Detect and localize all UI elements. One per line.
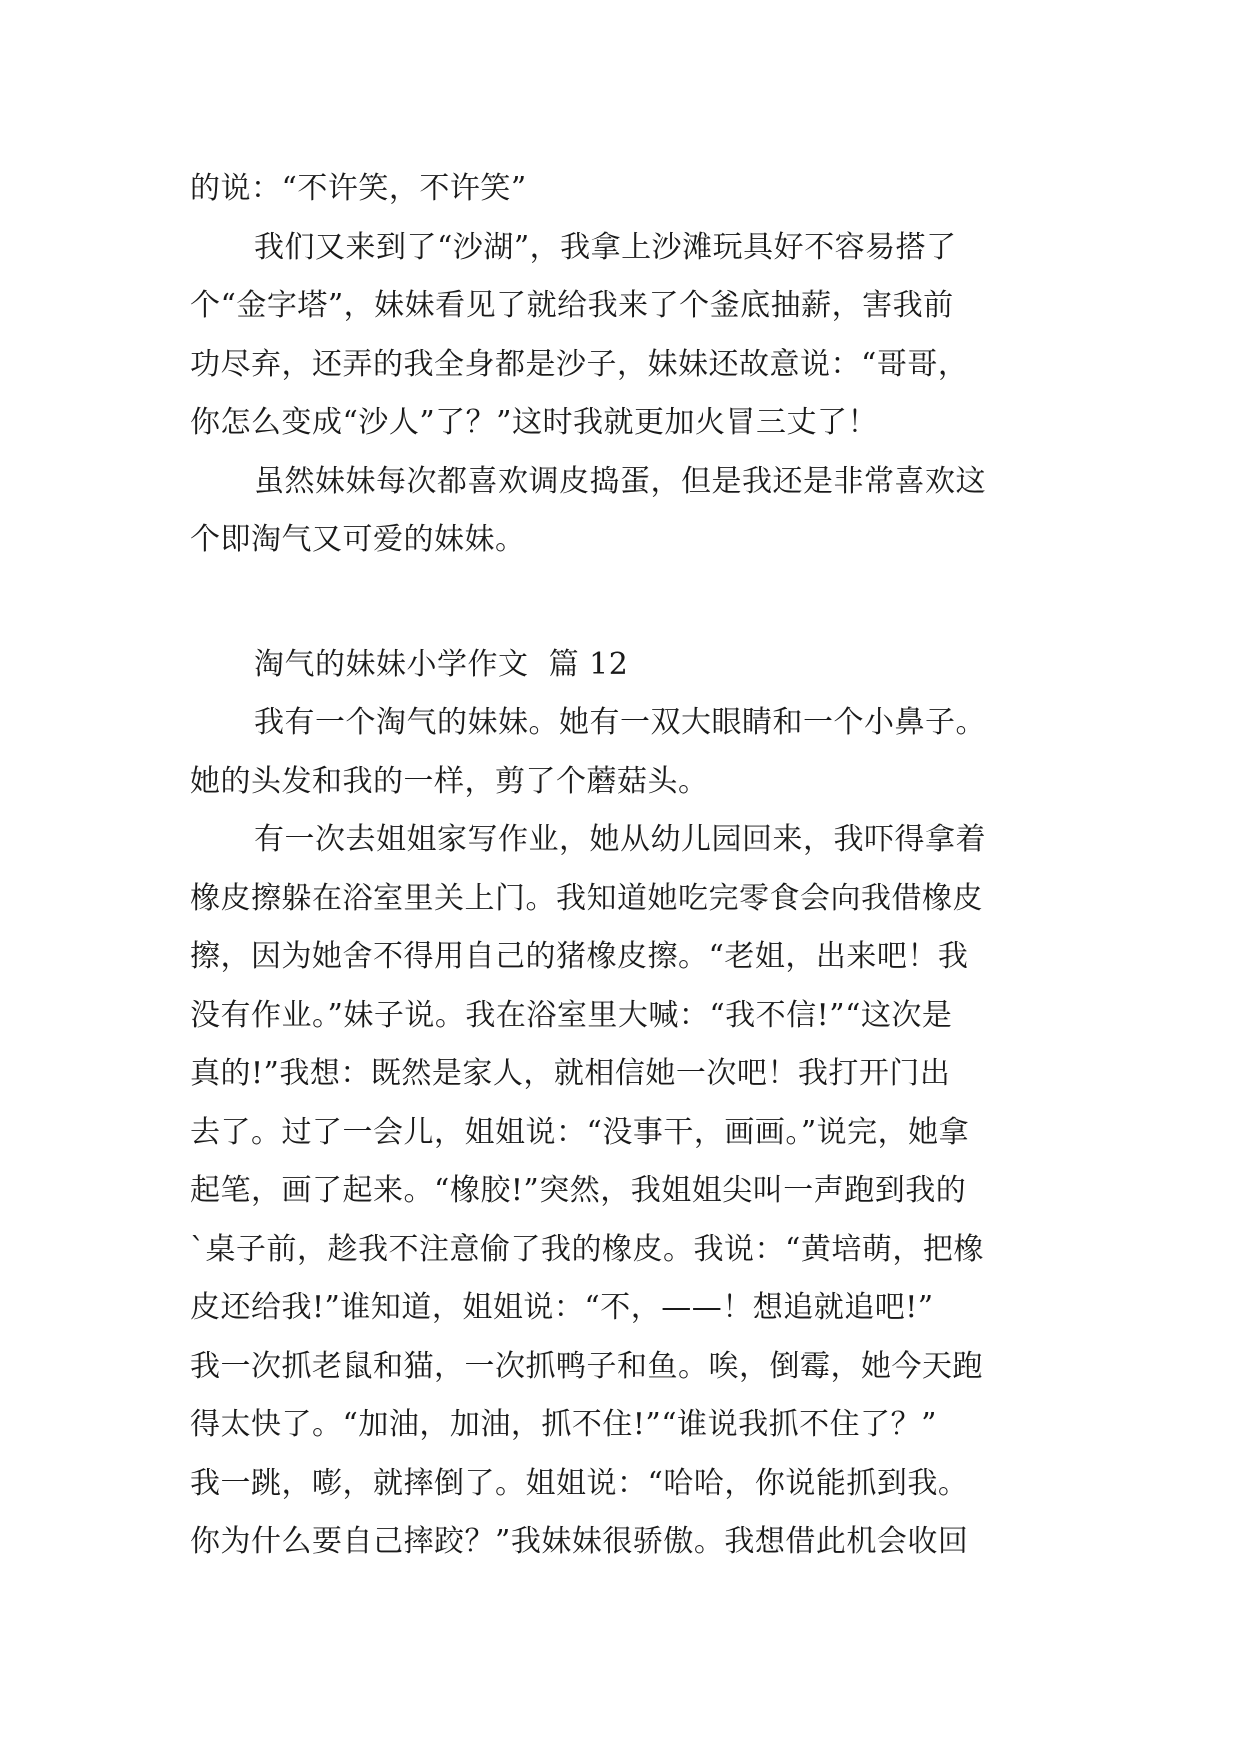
- paragraph-block-2: [190, 694, 1070, 1572]
- text-line: 擦，因为她舍不得用自己的猪橡皮擦。“老姐，出来吧！我: [190, 939, 969, 974]
- paragraph-block-1: [190, 160, 1070, 570]
- section-heading: 淘气的妹妹小学作文 篇 12: [254, 646, 629, 682]
- text-line: 个即淘气又可爱的妹妹。: [190, 522, 526, 557]
- text-line: 她的头发和我的一样，剪了个蘑菇头。: [190, 763, 709, 799]
- section-spacer: [190, 570, 1070, 636]
- text-line: 个“金字塔”，妹妹看见了就给我来了个釜底抽薪，害我前: [190, 288, 954, 323]
- text-line: 虽然妹妹每次都喜欢调皮捣蛋，但是我还是非常喜欢这: [254, 463, 986, 499]
- text-line: 的说：“不许笑，不许笑”: [190, 171, 527, 206]
- text-line: 没有作业。”妹子说。我在浴室里大喊：“我不信!”“这次是: [190, 997, 953, 1033]
- text-line: 真的!”我想：既然是家人，就相信她一次吧！我打开门出: [190, 1056, 951, 1091]
- document-page: [190, 160, 1070, 1572]
- text-line: 我有一个淘气的妹妹。她有一双大眼睛和一个小鼻子。: [254, 705, 986, 740]
- text-line: 有一次去姐姐家写作业，她从幼儿园回来，我吓得拿着: [254, 822, 986, 857]
- text-line: 起笔，画了起来。“橡胶!”突然，我姐姐尖叫一声跑到我的: [190, 1173, 967, 1208]
- text-line: 皮还给我!”谁知道，姐姐说：“不，——！想追就追吧!”: [190, 1290, 934, 1325]
- text-line: 功尽弃，还弄的我全身都是沙子，妹妹还故意说：“哥哥，: [190, 346, 969, 382]
- text-line: 去了。过了一会儿，姐姐说：“没事干，画画。”说完，她拿: [190, 1114, 970, 1150]
- text-line: `桌子前，趁我不注意偷了我的橡皮。我说：“黄培萌，把橡: [190, 1231, 984, 1267]
- text-line: 你为什么要自己摔跤？”我妹妹很骄傲。我想借此机会收回: [190, 1524, 969, 1559]
- text-line: 得太快了。“加油，加油，抓不住!”“谁说我抓不住了？”: [190, 1407, 937, 1442]
- text-line: 我一次抓老鼠和猫，一次抓鸭子和鱼。唉，倒霉，她今天跑: [190, 1348, 983, 1384]
- text-line: 我们又来到了“沙湖”，我拿上沙滩玩具好不容易搭了: [254, 229, 957, 265]
- text-line: 我一跳，嘭，就摔倒了。姐姐说：“哈哈，你说能抓到我。: [190, 1465, 969, 1501]
- text-line: 你怎么变成“沙人”了？”这时我就更加火冒三丈了！: [190, 405, 879, 440]
- text-line: 橡皮擦躲在浴室里关上门。我知道她吃完零食会向我借橡皮: [190, 880, 983, 916]
